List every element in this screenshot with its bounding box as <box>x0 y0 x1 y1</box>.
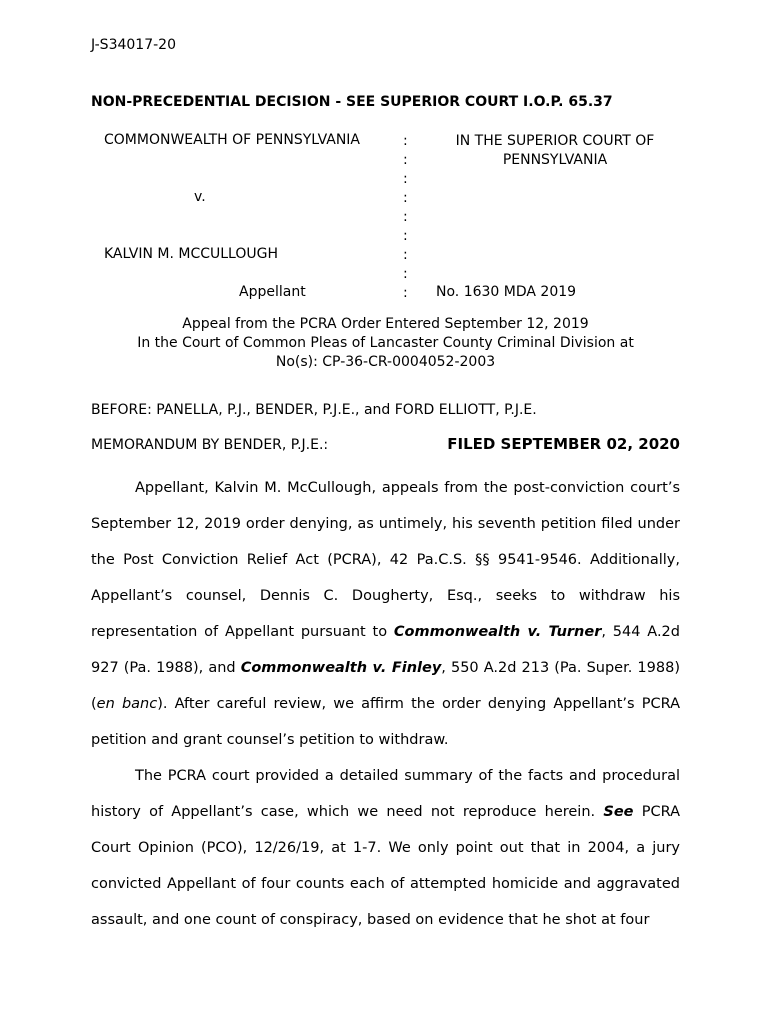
citation-signal: See <box>603 804 634 820</box>
paragraph-1 <box>91 470 680 758</box>
memorandum-author: MEMORANDUM BY BENDER, P.J.E.: <box>91 437 329 453</box>
paragraph-2 <box>91 758 680 938</box>
paragraph-text: The PCRA court provided a detailed summary of the facts and procedural history of Appellant’s case, which we need not reproduce herein. <box>91 768 680 820</box>
paragraph-text: , 544 A.2d 927 (Pa. 1988), and <box>91 624 680 676</box>
filed-date: FILED SEPTEMBER 02, 2020 <box>447 435 680 453</box>
paragraph-text: ). After careful review, we affirm the order denying Appellant’s PCRA petition and grant counsel’s petition to withdraw. <box>91 696 680 748</box>
court-name-line1: IN THE SUPERIOR COURT OF <box>455 133 655 149</box>
appeal-info <box>91 315 680 372</box>
appeal-line1: Appeal from the PCRA Order Entered September 12, 2019 <box>182 316 589 332</box>
paragraph-text: , 550 A.2d 213 (Pa. Super. 1988) ( <box>91 660 680 712</box>
caption-separator <box>403 132 408 303</box>
separator-colon: : <box>403 152 408 168</box>
case-citation: Commonwealth v. Turner <box>393 624 602 640</box>
separator-colon: : <box>403 209 408 225</box>
separator-colon: : <box>403 247 408 263</box>
court-name <box>410 132 700 170</box>
separator-colon: : <box>403 171 408 187</box>
caption-role: Appellant <box>239 284 306 300</box>
paragraph-text: Appellant, Kalvin M. McCullough, appeals from the post-conviction court’s September 12, 2019 order denying, as untimely, his seventh petition filed under the Post Conviction Relief Act (PCRA), 42 Pa.C.S. §§ 9541-9546. Additionally, Appellant’s counsel, Dennis C. Dougherty, Esq., seeks to withdraw his representation of Appellant pursuant to <box>91 480 680 640</box>
separator-colon: : <box>403 266 408 282</box>
separator-colon: : <box>403 228 408 244</box>
separator-colon: : <box>403 190 408 206</box>
panel-before: BEFORE: PANELLA, P.J., BENDER, P.J.E., and FORD ELLIOTT, P.J.E. <box>91 402 537 418</box>
separator-colon: : <box>403 133 408 149</box>
caption-plaintiff: COMMONWEALTH OF PENNSYLVANIA <box>104 132 361 148</box>
case-citation: Commonwealth v. Finley <box>240 660 442 676</box>
latin-term: en banc <box>96 696 158 712</box>
decision-type-heading: NON-PRECEDENTIAL DECISION - SEE SUPERIOR COURT I.O.P. 65.37 <box>91 94 613 110</box>
appeal-docket-number: No. 1630 MDA 2019 <box>436 284 577 300</box>
court-name-line2: PENNSYLVANIA <box>502 152 608 168</box>
caption-versus: v. <box>194 189 206 205</box>
caption-defendant: KALVIN M. MCCULLOUGH <box>104 246 279 262</box>
separator-colon: : <box>403 285 408 301</box>
docket-number: J-S34017-20 <box>91 37 176 53</box>
appeal-line2: In the Court of Common Pleas of Lancaster County Criminal Division at <box>137 335 634 351</box>
appeal-line3: No(s): CP-36-CR-0004052-2003 <box>275 354 496 370</box>
opinion-body <box>91 470 680 938</box>
paragraph-text: PCRA Court Opinion (PCO), 12/26/19, at 1-7. We only point out that in 2004, a jury convicted Appellant of four counts each of attempted homicide and aggravated assault, and one count of conspiracy, based on evidence that he shot at four <box>91 804 681 928</box>
